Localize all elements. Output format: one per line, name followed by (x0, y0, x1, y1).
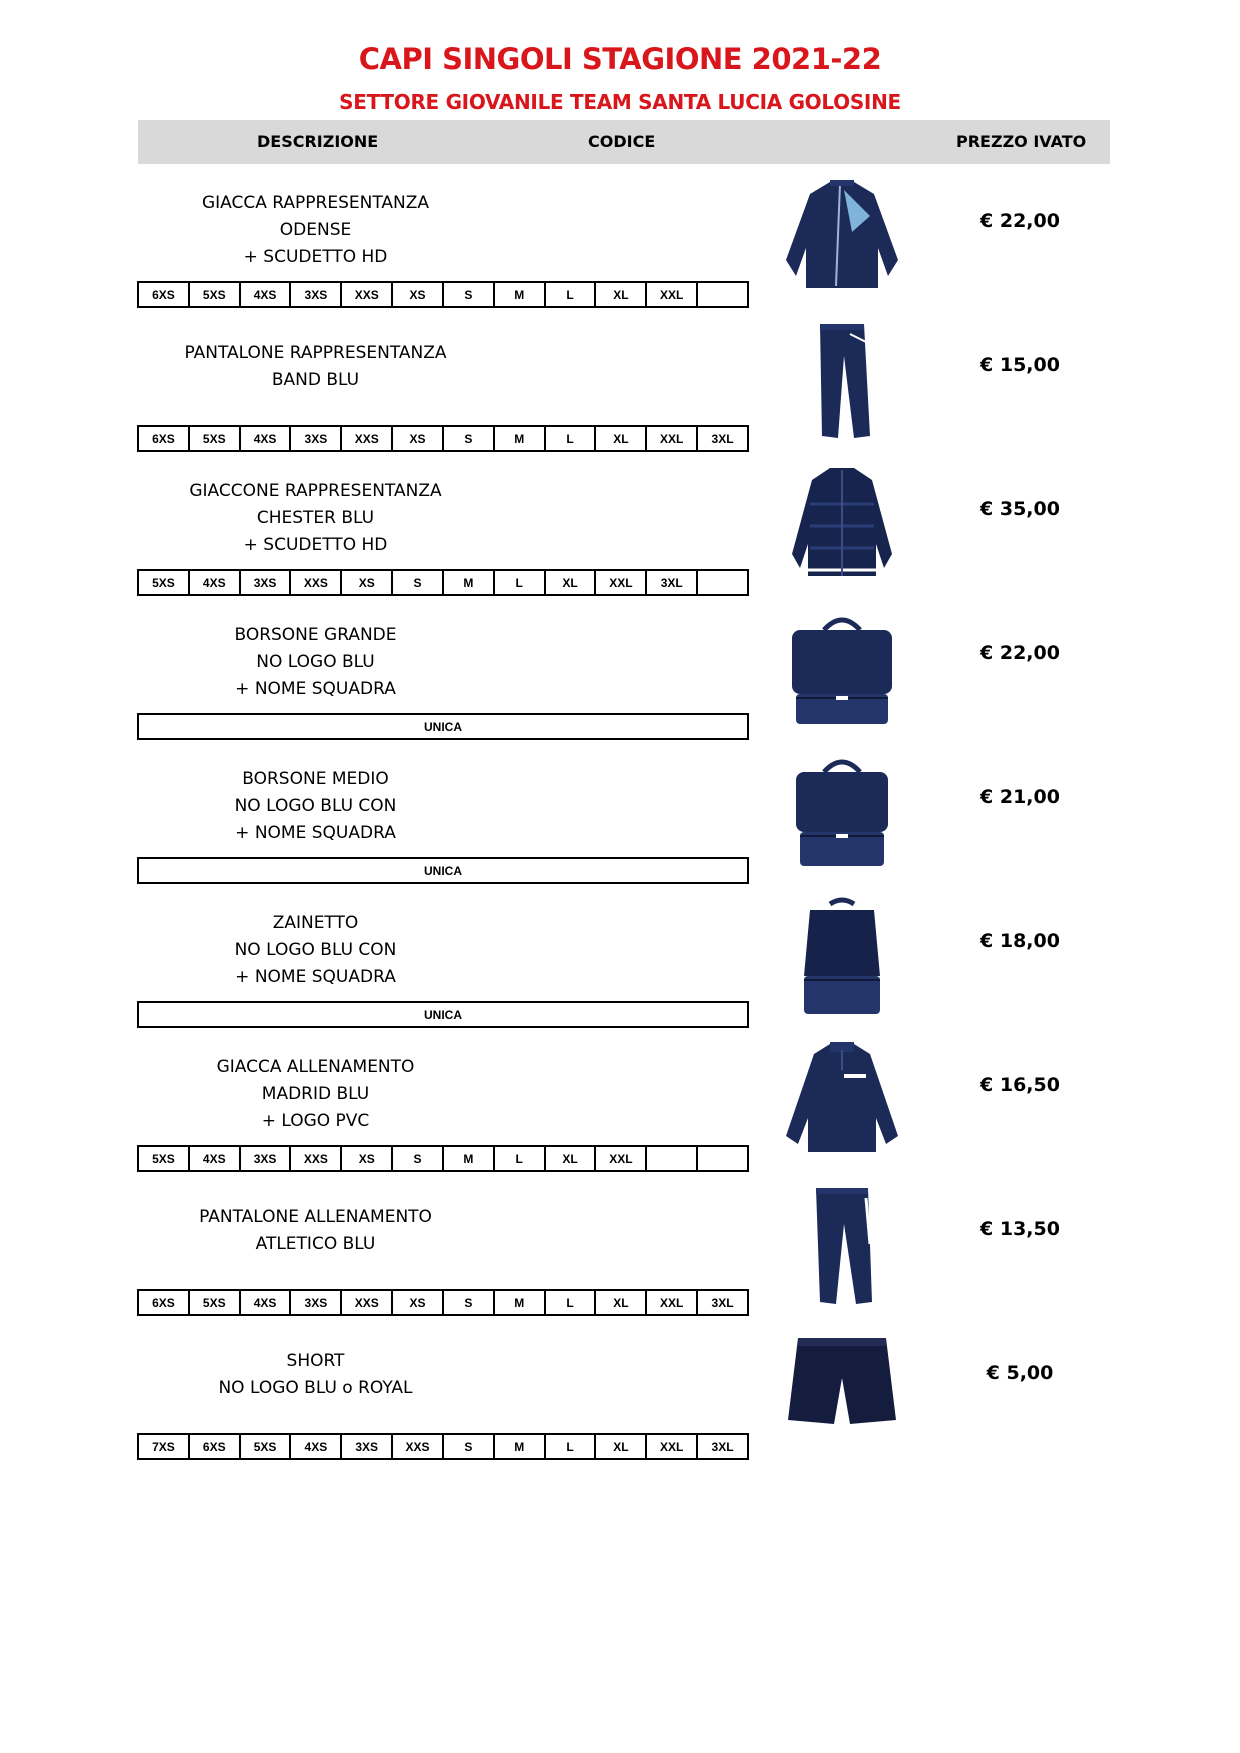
description-line: SHORT (286, 1351, 345, 1371)
description-line: + NOME SQUADRA (235, 967, 396, 987)
size-cell[interactable]: M (444, 571, 495, 594)
list-item (0, 1322, 1240, 1466)
size-cell[interactable] (698, 1147, 747, 1170)
description-line: BORSONE MEDIO (242, 769, 389, 789)
size-cell[interactable]: UNICA (424, 863, 462, 878)
size-grid (137, 569, 749, 596)
page-title: CAPI SINGOLI STAGIONE 2021-22 (358, 42, 882, 76)
size-cell[interactable]: 5XS (241, 1435, 292, 1458)
item-price: € 16,50 (980, 1074, 1060, 1096)
size-cell[interactable]: 5XS (190, 427, 241, 450)
size-cell[interactable]: L (546, 283, 597, 306)
size-cell[interactable]: XS (393, 427, 444, 450)
description-line: + NOME SQUADRA (235, 823, 396, 843)
size-grid (137, 425, 749, 452)
description-line: NO LOGO BLU CON (234, 940, 397, 960)
size-cell[interactable]: S (444, 1435, 495, 1458)
size-cell[interactable]: 5XS (139, 1147, 190, 1170)
size-cell[interactable]: XXL (647, 1291, 698, 1314)
size-cell[interactable]: 3XS (241, 1147, 292, 1170)
size-cell[interactable]: XL (546, 1147, 597, 1170)
item-description (138, 1054, 493, 1135)
description-line: PANTALONE ALLENAMENTO (199, 1207, 432, 1227)
size-grid (137, 1433, 749, 1460)
list-item (0, 170, 1240, 314)
size-cell[interactable]: XS (342, 571, 393, 594)
item-description (138, 1204, 493, 1258)
size-cell[interactable]: 3XS (291, 283, 342, 306)
size-grid (137, 1145, 749, 1172)
size-cell[interactable] (698, 283, 747, 306)
size-cell[interactable]: XS (393, 1291, 444, 1314)
size-cell[interactable] (647, 1147, 698, 1170)
size-cell[interactable]: 3XL (711, 431, 734, 446)
size-cell[interactable]: S (444, 427, 495, 450)
size-cell[interactable]: M (495, 1435, 546, 1458)
size-cell[interactable]: XXS (291, 1147, 342, 1170)
size-cell[interactable]: XXS (342, 427, 393, 450)
list-item (0, 314, 1240, 458)
size-cell[interactable]: XXS (291, 571, 342, 594)
item-description (138, 190, 493, 271)
item-description (138, 910, 493, 991)
size-grid (137, 857, 749, 884)
size-cell[interactable]: M (444, 1147, 495, 1170)
size-cell[interactable]: UNICA (424, 719, 462, 734)
list-item (0, 602, 1240, 746)
size-cell[interactable]: XXL (596, 571, 647, 594)
list-item (0, 890, 1240, 1034)
medium-bag-icon (780, 752, 904, 878)
shorts-icon (780, 1328, 904, 1454)
item-price: € 35,00 (980, 498, 1060, 520)
item-price: € 18,00 (980, 930, 1060, 952)
size-cell[interactable]: 4XS (241, 427, 292, 450)
size-cell[interactable]: M (495, 427, 546, 450)
item-price: € 5,00 (986, 1362, 1054, 1384)
size-cell[interactable]: XL (596, 427, 647, 450)
item-description (138, 340, 493, 394)
description-line: BORSONE GRANDE (234, 625, 397, 645)
description-line: + NOME SQUADRA (235, 679, 396, 699)
description-line: ATLETICO BLU (255, 1234, 376, 1254)
item-description (138, 478, 493, 559)
size-cell[interactable]: 5XS (139, 571, 190, 594)
size-cell[interactable]: XXS (342, 283, 393, 306)
size-cell[interactable]: 3XS (241, 571, 292, 594)
item-description (138, 622, 493, 703)
size-cell[interactable]: L (546, 1291, 597, 1314)
table-header (138, 120, 1110, 164)
description-line: GIACCONE RAPPRESENTANZA (189, 481, 442, 501)
list-item (0, 1178, 1240, 1322)
trousers-icon (780, 320, 904, 446)
size-cell[interactable]: S (444, 1291, 495, 1314)
description-line: NO LOGO BLU o ROYAL (218, 1378, 413, 1398)
size-cell[interactable]: XL (596, 283, 647, 306)
list-item (0, 746, 1240, 890)
description-line: PANTALONE RAPPRESENTANZA (184, 343, 447, 363)
size-cell[interactable]: 6XS (190, 1435, 241, 1458)
size-cell[interactable]: 5XS (190, 1291, 241, 1314)
description-line: MADRID BLU (261, 1084, 370, 1104)
size-cell[interactable]: L (546, 427, 597, 450)
list-item (0, 1034, 1240, 1178)
description-line: + SCUDETTO HD (243, 535, 388, 555)
item-price: € 22,00 (980, 642, 1060, 664)
header-prezzo: PREZZO IVATO (956, 132, 1087, 151)
size-cell[interactable]: XL (596, 1435, 647, 1458)
training-pants-icon (780, 1184, 904, 1310)
size-cell[interactable]: XXL (647, 1435, 698, 1458)
padded-jacket-icon (780, 464, 904, 590)
size-cell[interactable]: XXS (342, 1291, 393, 1314)
size-cell[interactable]: 5XS (190, 283, 241, 306)
item-price: € 13,50 (980, 1218, 1060, 1240)
backpack-icon (780, 896, 904, 1022)
size-cell[interactable] (698, 571, 747, 594)
item-price: € 22,00 (980, 210, 1060, 232)
large-bag-icon (780, 608, 904, 734)
size-cell[interactable]: L (495, 571, 546, 594)
size-cell[interactable]: M (495, 1291, 546, 1314)
size-cell[interactable]: XXS (393, 1435, 444, 1458)
item-price: € 21,00 (980, 786, 1060, 808)
training-jacket-icon (780, 1040, 904, 1166)
description-line: ODENSE (279, 220, 352, 240)
size-grid (137, 1001, 749, 1028)
size-cell[interactable]: 3XL (647, 571, 698, 594)
size-cell[interactable]: XXL (647, 427, 698, 450)
header-descrizione: DESCRIZIONE (257, 132, 379, 151)
size-cell[interactable]: XXL (596, 1147, 647, 1170)
size-cell[interactable]: 3XS (291, 427, 342, 450)
size-grid (137, 1289, 749, 1316)
size-cell[interactable]: 6XS (139, 283, 190, 306)
size-cell[interactable]: XS (342, 1147, 393, 1170)
size-cell[interactable]: XXL (647, 283, 698, 306)
description-line: CHESTER BLU (256, 508, 375, 528)
description-line: + LOGO PVC (261, 1111, 370, 1131)
description-line: GIACCA ALLENAMENTO (216, 1057, 415, 1077)
size-cell[interactable]: XL (546, 571, 597, 594)
description-line: NO LOGO BLU (256, 652, 375, 672)
description-line: GIACCA RAPPRESENTANZA (201, 193, 430, 213)
size-cell[interactable]: 6XS (139, 1291, 190, 1314)
size-cell[interactable]: 4XS (291, 1435, 342, 1458)
size-cell[interactable]: L (495, 1147, 546, 1170)
size-cell[interactable]: 3XL (711, 1439, 734, 1454)
size-grid (137, 281, 749, 308)
size-cell[interactable]: 7XS (139, 1435, 190, 1458)
page-subtitle: SETTORE GIOVANILE TEAM SANTA LUCIA GOLOSINE (339, 90, 901, 114)
description-line: + SCUDETTO HD (243, 247, 388, 267)
size-cell[interactable]: XL (596, 1291, 647, 1314)
size-cell[interactable]: S (393, 571, 444, 594)
description-line: ZAINETTO (272, 913, 359, 933)
item-description (138, 766, 493, 847)
size-cell[interactable]: 6XS (139, 427, 190, 450)
item-price: € 15,00 (980, 354, 1060, 376)
size-cell[interactable]: UNICA (424, 1007, 462, 1022)
list-item (0, 458, 1240, 602)
size-cell[interactable]: 4XS (190, 1147, 241, 1170)
size-cell[interactable]: 4XS (241, 283, 292, 306)
jacket-icon (780, 176, 904, 302)
size-cell[interactable]: XS (393, 283, 444, 306)
item-description (138, 1348, 493, 1402)
size-cell[interactable]: 3XL (711, 1295, 734, 1310)
size-cell[interactable]: L (546, 1435, 597, 1458)
size-cell[interactable]: 4XS (190, 571, 241, 594)
size-cell[interactable]: 3XS (291, 1291, 342, 1314)
description-line: NO LOGO BLU CON (234, 796, 397, 816)
size-grid (137, 713, 749, 740)
size-cell[interactable]: 4XS (241, 1291, 292, 1314)
header-codice: CODICE (588, 132, 656, 151)
size-cell[interactable]: S (444, 283, 495, 306)
size-cell[interactable]: S (393, 1147, 444, 1170)
size-cell[interactable]: M (495, 283, 546, 306)
description-line: BAND BLU (271, 370, 360, 390)
size-cell[interactable]: 3XS (342, 1435, 393, 1458)
